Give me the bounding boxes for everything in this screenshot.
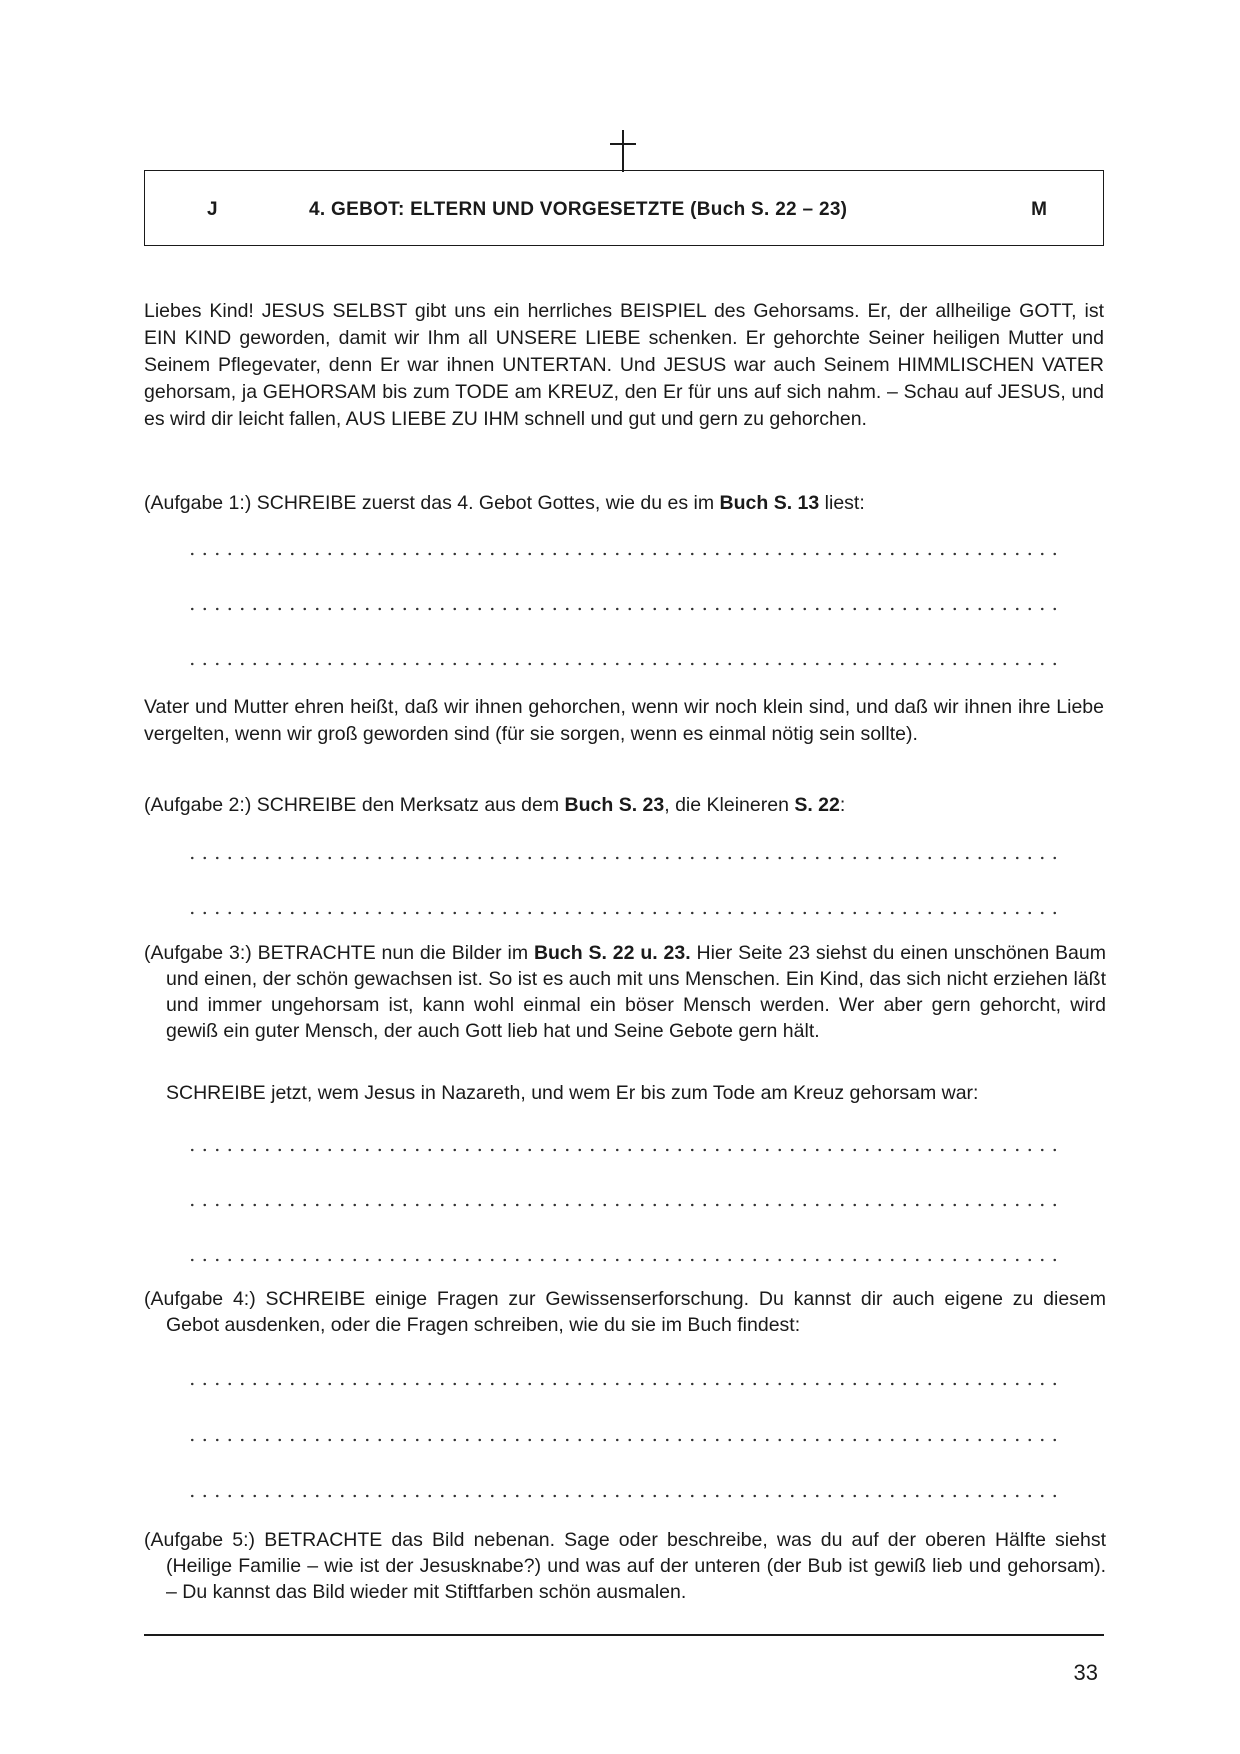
task-5-text: BETRACHTE das Bild nebenan. Sage oder beschreibe, was du auf der oberen Hälfte siehst (Heilige Familie – wie ist der Jesusknabe?) und was auf der unteren (der Bub ist gewiß lieb und gehorsam). – Du kannst das Bild wieder mit Stiftfarben schön ausmalen. [166, 1529, 1106, 1603]
footer-divider [144, 1634, 1104, 1636]
task-2-bold-b: S. 22 [794, 794, 840, 816]
task-2-text-c: : [839, 794, 846, 816]
task-1-label: (Aufgabe 1:) [144, 492, 252, 514]
task-3-label: (Aufgabe 3:) [144, 942, 252, 964]
header-title-text: 4. GEBOT: ELTERN UND VORGESETZTE [309, 199, 685, 220]
task-5-label: (Aufgabe 5:) [144, 1529, 256, 1551]
task-1 [144, 490, 1106, 516]
task-2-text-a: SCHREIBE den Merksatz aus dem [256, 794, 560, 816]
header-box [144, 170, 1104, 246]
page-number: 33 [1073, 1660, 1098, 1685]
intro-paragraph: Liebes Kind! JESUS SELBST gibt uns ein herrliches BEISPIEL des Gehorsams. Er, der allheilige GOTT, ist EIN KIND geworden, damit wir Ihm all UNSERE LIEBE schenken. Er gehorchte Seiner heiligen Mutter und Seinem Pflegevater, denn Er war ihnen UNTERTAN. Und JESUS war auch Seinem HIMMLISCHEN VATER gehorsam, ja GEHORSAM bis zum TODE am KREUZ, den Er für uns auf sich nahm. – Schau auf JESUS, und es wird dir leicht fallen, AUS LIEBE ZU IHM schnell und gut und gern zu gehorchen. [144, 300, 1104, 430]
task-3-text-a: BETRACHTE nun die Bilder im [257, 942, 529, 964]
header-title [309, 199, 847, 221]
header-right-letter: M [1031, 199, 1047, 220]
explanation-paragraph: Vater und Mutter ehren heißt, daß wir ihnen gehorchen, wenn wir noch klein sind, und daß wir ihnen ihre Liebe vergelten, wenn wir groß geworden sind (für sie sorgen, wenn es einmal nötig sein sollte). [144, 696, 1104, 745]
task-2 [144, 792, 1106, 818]
task-2-bold-a: Buch S. 23 [564, 794, 665, 816]
task-2-label: (Aufgabe 2:) [144, 794, 252, 816]
task-3-text-b: Hier Seite 23 siehst du einen unschönen Baum und einen, der schön gewachsen ist. So ist es auch mit uns Menschen. Ein Kind, das sich nicht erziehen läßt und immer ungehorsam ist, kann wohl einmal ein böser Mensch werden. Wer aber gern gehorcht, wird gewiß ein guter Mensch, der auch Gott lieb hat und Seine Gebote gern hält. [166, 942, 1106, 1042]
task-1-text-a: SCHREIBE zuerst das 4. Gebot Gottes, wie du es im [256, 492, 715, 514]
header-reference: (Buch S. 22 – 23) [690, 199, 848, 220]
answer-line-1c[interactable] [186, 661, 1066, 667]
answer-line-1b[interactable] [186, 606, 1066, 612]
task-1-text-b: liest: [824, 492, 865, 514]
answer-line-4a[interactable] [186, 1381, 1066, 1387]
task-1-bold: Buch S. 13 [719, 492, 820, 514]
task-5 [144, 1527, 1106, 1605]
answer-line-4b[interactable] [186, 1437, 1066, 1443]
answer-line-2b[interactable] [186, 910, 1066, 916]
answer-line-1a[interactable] [186, 551, 1066, 557]
answer-line-2a[interactable] [186, 855, 1066, 861]
task-3 [144, 940, 1106, 1044]
task-3-instruction: SCHREIBE jetzt, wem Jesus in Nazareth, und wem Er bis zum Tode am Kreuz gehorsam war: [166, 1082, 979, 1104]
task-4-label: (Aufgabe 4:) [144, 1288, 256, 1310]
header-left-letter: J [207, 199, 218, 220]
task-4 [144, 1286, 1106, 1338]
task-2-text-b: , die Kleineren [664, 794, 789, 816]
task-4-text: SCHREIBE einige Fragen zur Gewissenserforschung. Du kannst dir auch eigene zu diesem Gebot ausdenken, oder die Fragen schreiben, wie du sie im Buch findest: [166, 1288, 1107, 1336]
answer-line-4c[interactable] [186, 1493, 1066, 1499]
task-3-bold: Buch S. 22 u. 23. [533, 942, 691, 964]
answer-line-3a[interactable] [186, 1147, 1066, 1153]
answer-line-3b[interactable] [186, 1202, 1066, 1208]
cross-icon [610, 130, 636, 172]
answer-line-3c[interactable] [186, 1257, 1066, 1263]
